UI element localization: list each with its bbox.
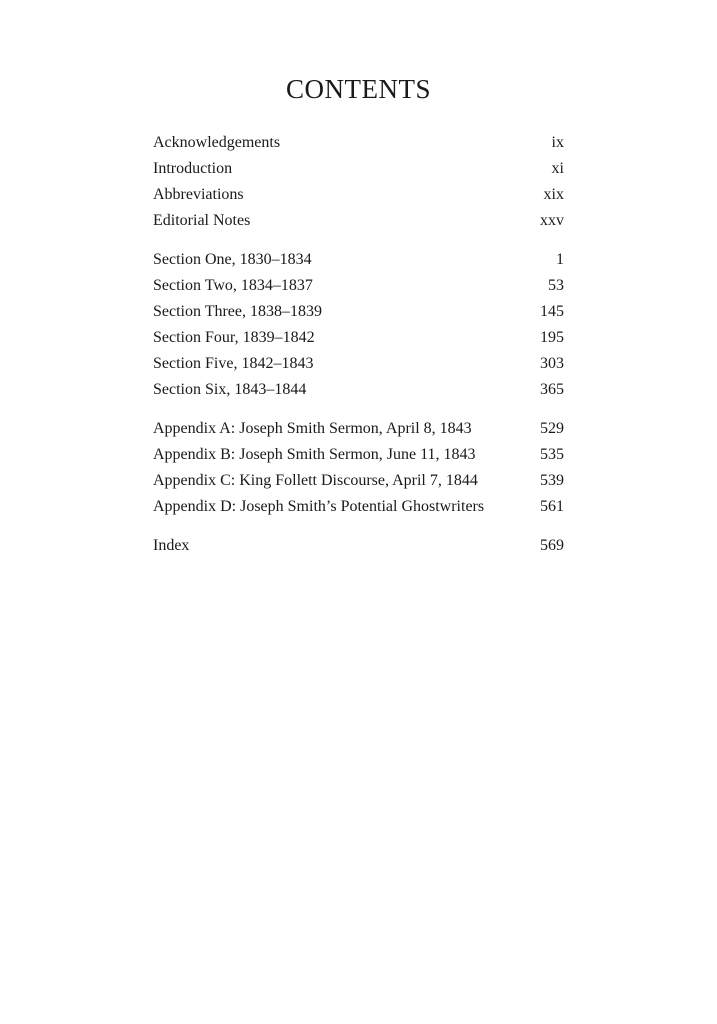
toc-entry-label: Appendix D: Joseph Smith’s Potential Ghostwriters	[153, 498, 485, 515]
toc-entry-acknowledgements[interactable]	[153, 130, 564, 156]
toc-entry-page: 529	[540, 420, 564, 437]
toc-entry-page: xxv	[540, 212, 564, 229]
toc-entry-section-six[interactable]	[153, 377, 564, 403]
toc-entry-label: Acknowledgements	[153, 134, 281, 151]
group-spacer	[153, 403, 564, 416]
toc-entry-page: 145	[540, 303, 564, 320]
toc-entry-label: Abbreviations	[153, 186, 244, 203]
toc-entry-section-four[interactable]	[153, 325, 564, 351]
toc-entry-label: Appendix C: King Follett Discourse, April 7, 1844	[153, 472, 478, 489]
sections-group	[153, 247, 564, 403]
toc-entry-section-three[interactable]	[153, 299, 564, 325]
toc-entry-page: 303	[540, 355, 564, 372]
toc-entry-page: 561	[540, 498, 564, 515]
group-spacer	[153, 234, 564, 247]
toc-entry-page: 569	[540, 537, 564, 554]
appendices-group	[153, 416, 564, 520]
toc-entry-page: 535	[540, 446, 564, 463]
toc-entry-page: 539	[540, 472, 564, 489]
toc-entry-page: 365	[540, 381, 564, 398]
toc-entry-label: Section Two, 1834–1837	[153, 277, 313, 294]
toc-entry-label: Section Six, 1843–1844	[153, 381, 307, 398]
toc-entry-page: 53	[548, 277, 564, 294]
toc-entry-label: Section Five, 1842–1843	[153, 355, 314, 372]
back-matter-group	[153, 533, 564, 559]
toc-entry-appendix-a[interactable]	[153, 416, 564, 442]
toc-entry-page: 1	[556, 251, 564, 268]
toc-entry-label: Appendix A: Joseph Smith Sermon, April 8, 1843	[153, 420, 472, 437]
toc-entry-label: Section One, 1830–1834	[153, 251, 312, 268]
toc-entry-appendix-d[interactable]	[153, 494, 564, 520]
page-title: CONTENTS	[286, 74, 431, 104]
front-matter-group	[153, 130, 564, 234]
toc-entry-label: Editorial Notes	[153, 212, 251, 229]
toc-entry-appendix-c[interactable]	[153, 468, 564, 494]
toc-entry-editorial-notes[interactable]	[153, 208, 564, 234]
toc-entry-abbreviations[interactable]	[153, 182, 564, 208]
toc-entry-page: ix	[551, 134, 564, 151]
toc-entry-section-two[interactable]	[153, 273, 564, 299]
toc-entry-label: Section Three, 1838–1839	[153, 303, 323, 320]
group-spacer	[153, 520, 564, 533]
toc-entry-index[interactable]	[153, 533, 564, 559]
table-of-contents	[153, 130, 564, 559]
toc-entry-appendix-b[interactable]	[153, 442, 564, 468]
toc-entry-section-five[interactable]	[153, 351, 564, 377]
toc-entry-page: xix	[543, 186, 564, 203]
toc-entry-page: 195	[540, 329, 564, 346]
toc-entry-section-one[interactable]	[153, 247, 564, 273]
toc-entry-label: Index	[153, 537, 190, 554]
toc-entry-label: Section Four, 1839–1842	[153, 329, 315, 346]
toc-entry-label: Introduction	[153, 160, 233, 177]
toc-entry-page: xi	[551, 160, 564, 177]
toc-entry-label: Appendix B: Joseph Smith Sermon, June 11, 1843	[153, 446, 476, 463]
toc-entry-introduction[interactable]	[153, 156, 564, 182]
